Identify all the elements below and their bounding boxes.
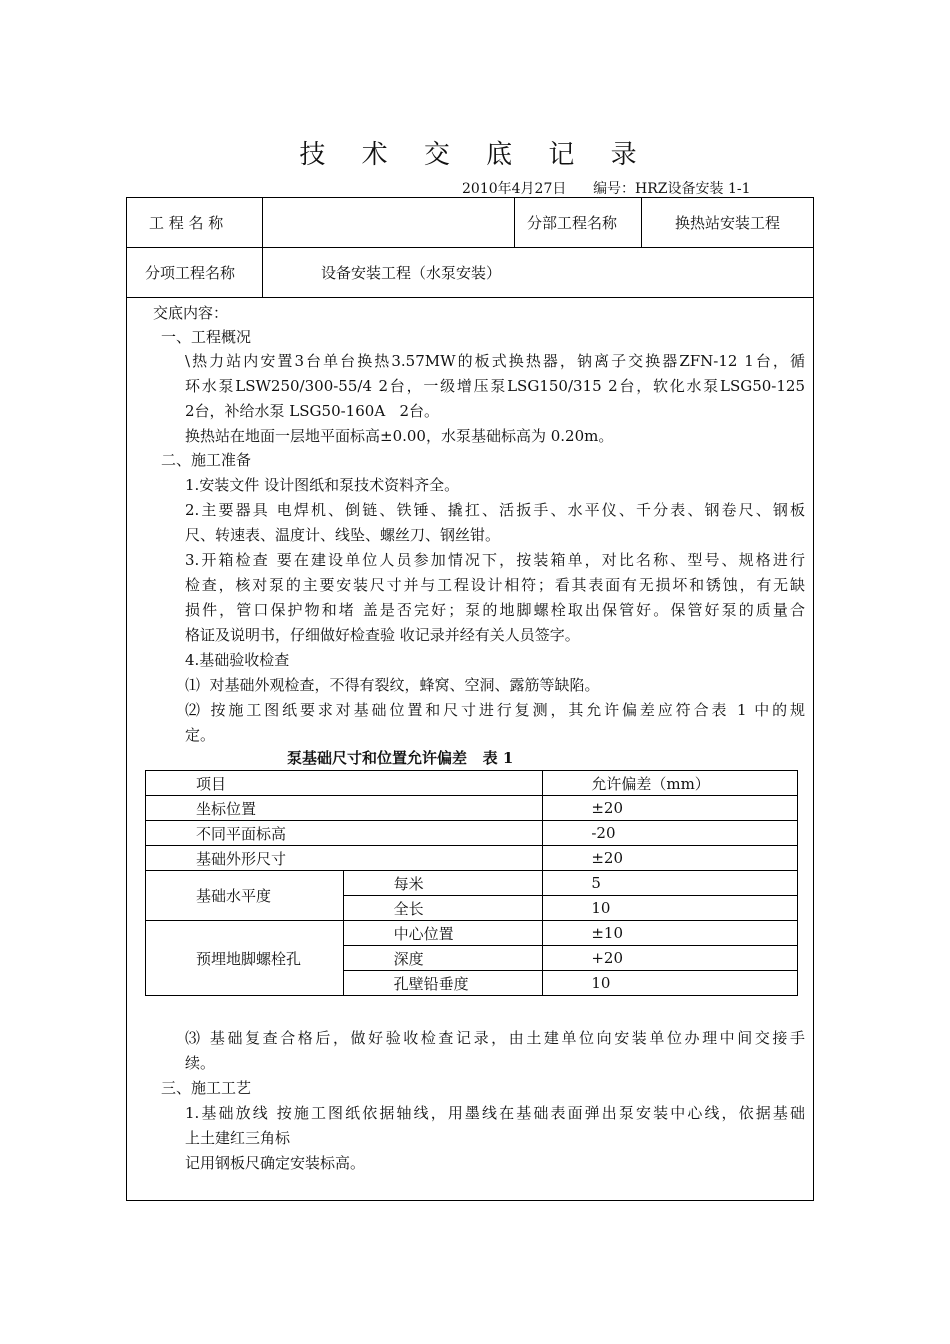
document-number: 编号：HRZ设备安装 1-1 <box>593 181 751 197</box>
header-row-1 <box>127 198 813 248</box>
table-caption: 泵基础尺寸和位置允许偏差 表 1 <box>287 749 514 767</box>
table-cell: 基础外形尺寸 <box>146 846 543 871</box>
table-cell: 不同平面标高 <box>146 821 543 846</box>
table-cell: 预埋地脚螺栓孔 <box>146 921 344 996</box>
table-cell: ±20 <box>543 846 798 871</box>
section-1-heading: 一、工程概况 <box>161 328 252 346</box>
table-cell: 中心位置 <box>343 921 543 946</box>
deviation-table <box>145 770 798 996</box>
table-row <box>146 921 798 946</box>
project-name-value <box>263 198 515 247</box>
table-cell: ±10 <box>543 921 798 946</box>
table-cell: ±20 <box>543 796 798 821</box>
record-frame <box>126 197 814 1201</box>
header-row-2 <box>127 248 813 298</box>
paragraph: 损件，管口保护物和堵 盖是否完好；泵的地脚螺栓取出保管好。保管好泵的质量合 <box>185 601 805 619</box>
table-cell: +20 <box>543 946 798 971</box>
item-value: 设备安装工程（水泵安装） <box>321 264 502 282</box>
paragraph: 尺、转速表、温度计、线坠、螺丝刀、钢丝钳。 <box>185 526 501 544</box>
paragraph: 1.安装文件 设计图纸和泵技术资料齐全。 <box>185 476 460 494</box>
date: 2010年4月27日 <box>462 181 567 197</box>
table-row <box>146 821 798 846</box>
table-cell: 10 <box>543 896 798 921</box>
table-cell: 基础水平度 <box>146 871 344 921</box>
table-cell: 全长 <box>343 896 543 921</box>
table-row <box>146 871 798 896</box>
table-cell: 孔壁铅垂度 <box>343 971 543 996</box>
page-title: 技 术 交 底 记 录 <box>299 140 651 170</box>
date-number-line <box>462 178 751 198</box>
paragraph: \热力站内安置3台单台换热3.57MW的板式换热器，钠离子交换器ZFN-12 1台，循 <box>185 352 805 370</box>
table-cell: 5 <box>543 871 798 896</box>
paragraph: ⑴ 对基础外观检查，不得有裂纹，蜂窝、空洞、露筋等缺陷。 <box>185 676 600 694</box>
paragraph: 换热站在地面一层地平面标高±0.00，水泵基础标高为 0.20m。 <box>185 427 614 445</box>
table-header-item: 项目 <box>146 771 543 796</box>
content-intro: 交底内容： <box>153 304 229 322</box>
paragraph: 检查，核对泵的主要安装尺寸并与工程设计相符；看其表面有无损坏和锈蚀，有无缺 <box>185 576 805 594</box>
table-cell: -20 <box>543 821 798 846</box>
paragraph: 记用钢板尺确定安装标高。 <box>185 1154 366 1172</box>
paragraph: ⑵ 按施工图纸要求对基础位置和尺寸进行复测，其允许偏差应符合表 1 中的规 <box>185 701 805 719</box>
table-header-deviation: 允许偏差（mm） <box>543 771 798 796</box>
table-cell: 10 <box>543 971 798 996</box>
paragraph: 2台，补给水泵 LSG50-160A 2台。 <box>185 402 439 420</box>
paragraph: ⑶ 基础复查合格后，做好验收检查记录，由土建单位向安装单位办理中间交接手 <box>185 1029 805 1047</box>
paragraph: 上土建红三角标 <box>185 1129 291 1147</box>
paragraph: 定。 <box>185 726 216 744</box>
table-cell: 深度 <box>343 946 543 971</box>
sub-project-value: 换热站安装工程 <box>675 214 781 232</box>
paragraph: 1.基础放线 按施工图纸依据轴线，用墨线在基础表面弹出泵安装中心线，依据基础 <box>185 1104 805 1122</box>
section-2-heading: 二、施工准备 <box>161 451 252 469</box>
table-row <box>146 846 798 871</box>
paragraph: 2.主要器具 电焊机、倒链、铁锤、撬扛、活扳手、水平仪、千分表、钢卷尺、钢板 <box>185 501 805 519</box>
table-cell: 坐标位置 <box>146 796 543 821</box>
table-row <box>146 796 798 821</box>
item-label: 分项工程名称 <box>127 248 263 297</box>
paragraph: 4.基础验收检查 <box>185 651 290 669</box>
paragraph: 续。 <box>185 1054 216 1072</box>
project-name-label: 工 程 名 称 <box>127 198 263 247</box>
table-cell: 每米 <box>343 871 543 896</box>
sub-project-label: 分部工程名称 <box>515 198 642 247</box>
section-3-heading: 三、施工工艺 <box>161 1079 252 1097</box>
paragraph: 环水泵LSW250/300-55/4 2台，一级增压泵LSG150/315 2台，软化水泵LSG50-125 <box>185 377 805 395</box>
paragraph: 3.开箱检查 要在建设单位人员参加情况下，按装箱单，对比名称、型号、规格进行 <box>185 551 805 569</box>
paragraph: 格证及说明书，仔细做好检查验 收记录并经有关人员签字。 <box>185 626 580 644</box>
table-row <box>146 771 798 796</box>
